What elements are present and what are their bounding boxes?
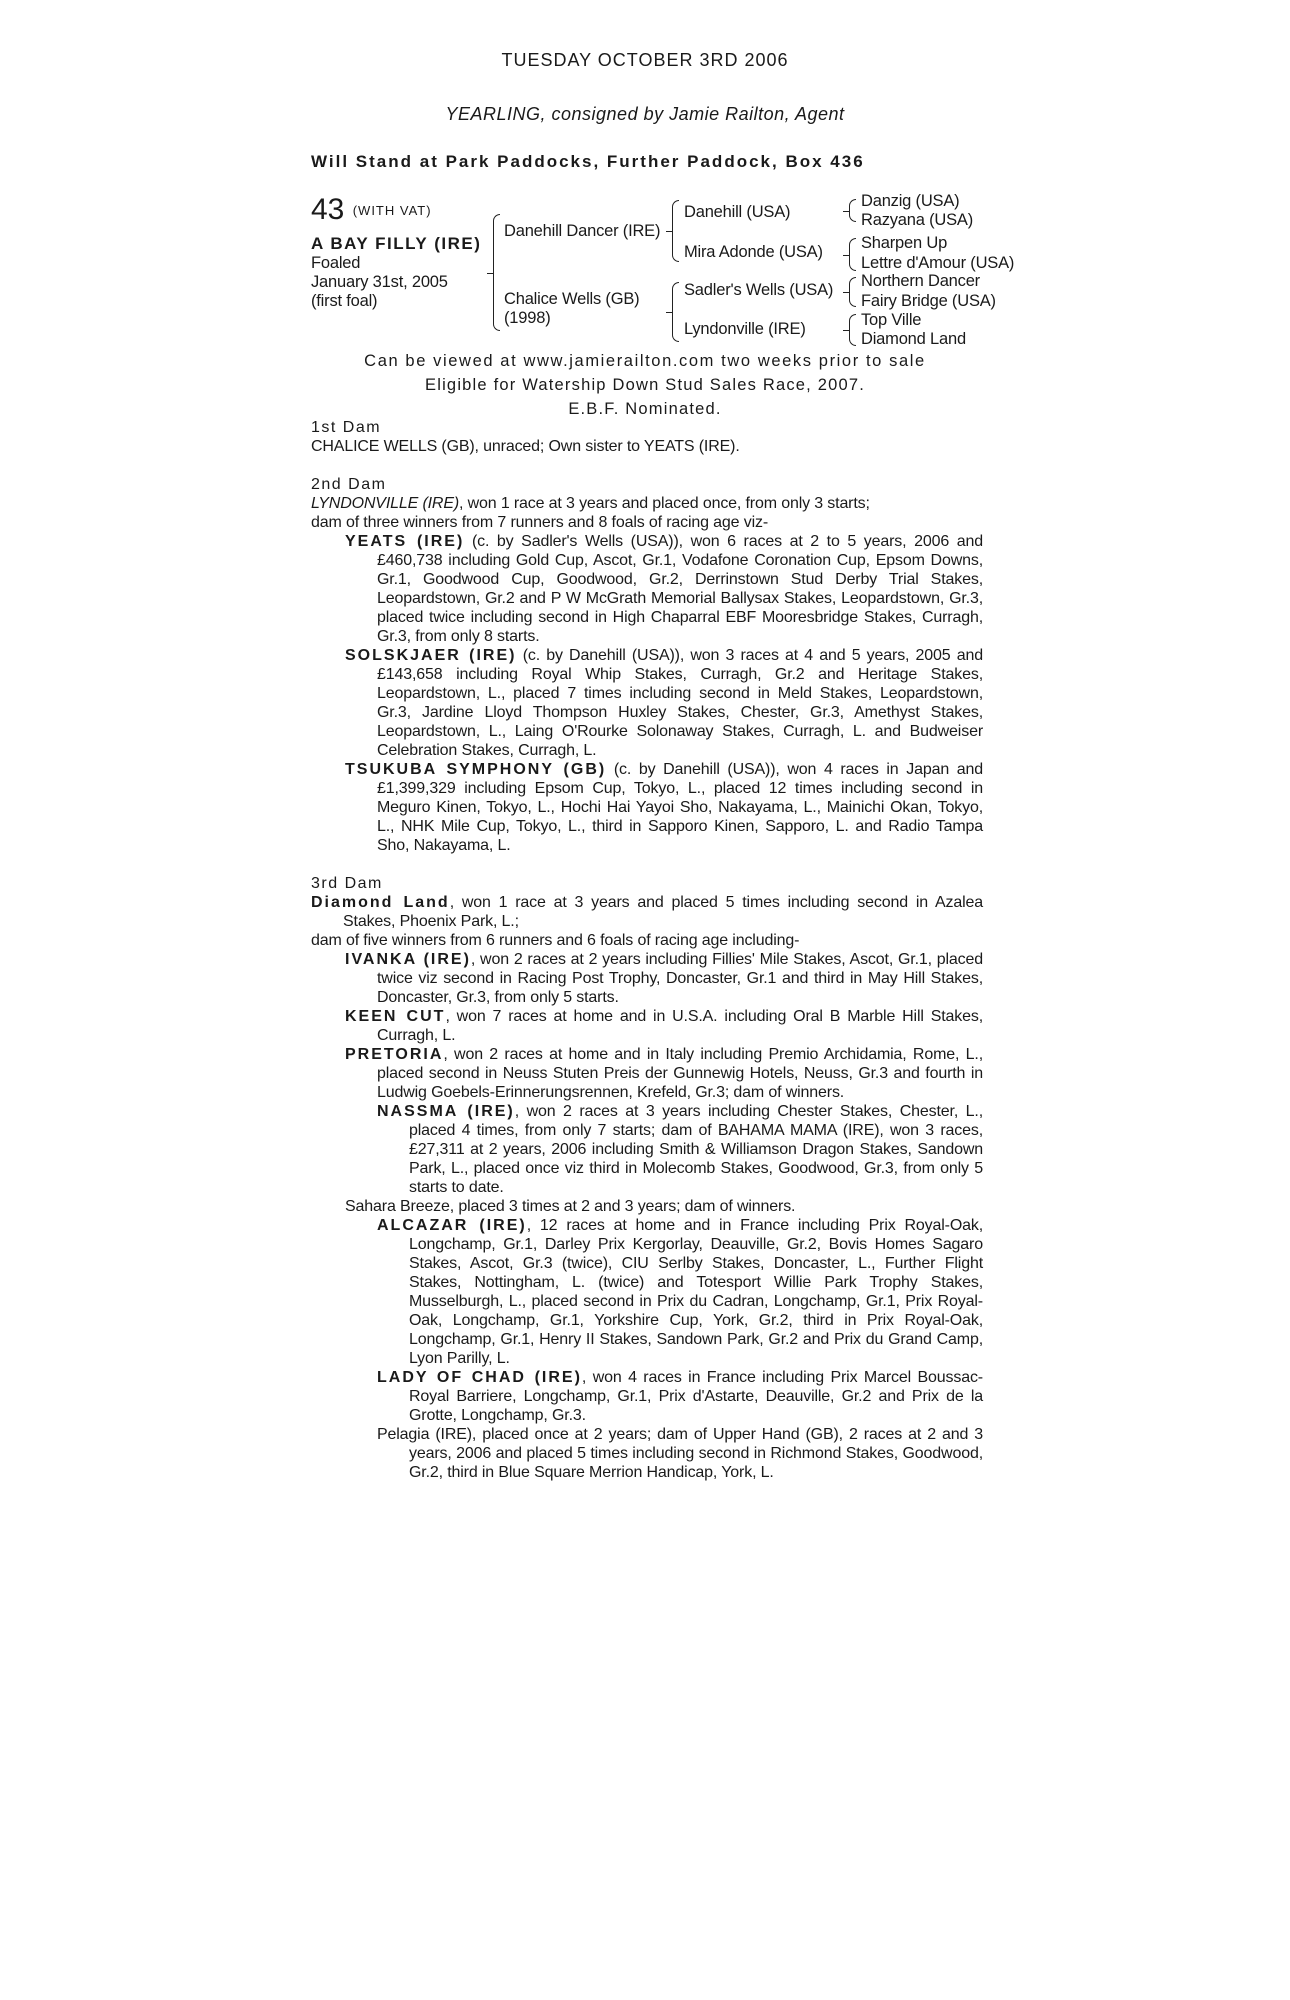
pedigree-sss: Danzig (USA) [861,192,960,210]
pedigree-sire: Danehill Dancer (IRE) [504,222,661,240]
progeny-alcazar: ALCAZAR (IRE), 12 races at home and in France including Prix Royal-Oak, Longchamp, Gr.1, Darley Prix Kergorlay, Deauville, Gr.2, Bovis Homes Sagaro Stakes, Ascot, Gr.3 (twice), CIU Serlby Stakes, Doncaster, L., Further Flight Stakes, Nottingham, L. (twice) and Totesport Willie Park Trophy Stakes, Musselburgh, L., placed second in Prix du Cadran, Longchamp, Gr.1, Prix Royal-Oak, Longchamp, Gr.1, Yorkshire Cup, York, Gr.2, third in Prix Royal-Oak, Longchamp, Gr.1, Henry II Stakes, Sandown Park, Gr.2 and Prix du Grand Camp, Lyon Parilly, L. [377,1217,984,1367]
pedigree-sire-dam: Mira Adonde (USA) [684,243,823,261]
third-dam-heading: 3rd Dam [311,875,383,892]
progeny-keen-cut: KEEN CUT, won 7 races at home and in U.S.A. including Oral B Marble Hill Stakes, Curragh, L. [345,1008,984,1044]
pedigree-brace-ss [849,199,856,222]
pedigree-sds: Sharpen Up [861,234,948,252]
pedigree-dsd: Fairy Bridge (USA) [861,292,996,310]
third-dam-name: Diamond Land [311,894,450,911]
pedigree-ssd: Razyana (USA) [861,211,974,229]
first-dam-text: CHALICE WELLS (GB), unraced; Own sister to YEATS (IRE). [311,438,740,455]
lot-name: A BAY FILLY (IRE) [311,234,482,253]
pedigree-brace-sire [672,200,679,262]
third-dam-dam-of: dam of five winners from 6 runners and 6 foals of racing age including- [311,932,800,949]
pedigree-brace-dd [849,314,856,346]
pedigree-sire-sire: Danehill (USA) [684,203,791,221]
pedigree-brace-ds [849,277,856,307]
progeny-sahara-breeze: Sahara Breeze, placed 3 times at 2 and 3 years; dam of winners. [345,1198,796,1215]
pedigree-brace-main [493,214,500,331]
viewing-notice: Can be viewed at www.jamierailton.com two weeks prior to sale [364,352,926,370]
consignment-line: YEARLING, consigned by Jamie Railton, Agent [445,104,845,124]
pedigree-dam: Chalice Wells (GB) [504,290,640,308]
pedigree-sdd: Lettre d'Amour (USA) [861,254,1015,272]
second-dam-name: LYNDONVILLE (IRE) [311,495,460,512]
progeny-tsukuba-symphony: TSUKUBA SYMPHONY (GB) (c. by Danehill (USA)), won 4 races in Japan and £1,399,329 including Epsom Cup, Tokyo, L., placed 12 times including second in Meguro Kinen, Tokyo, L., Hochi Hai Yayoi Sho, Nakayama, L., Mainichi Okan, Tokyo, L., NHK Mile Cup, Tokyo, L., third in Sapporo Kinen, Sapporo, L. and Radio Tampa Sho, Nakayama, L. [345,761,983,854]
pedigree-brace-dam [672,282,679,342]
progeny-pretoria: PRETORIA, won 2 races at home and in Italy including Premio Archidamia, Rome, L., placed second in Neuss Stuten Preis der Gunnewig Hotels, Neuss, Gr.3 and fourth in Ludwig Goebels-Erinnerungsrennen, Krefeld, Gr.3; dam of winners. [345,1046,983,1101]
progeny-solskjaer: SOLSKJAER (IRE) (c. by Danehill (USA)), won 3 races at 4 and 5 years, 2005 and £143,658 including Royal Whip Stakes, Curragh, Gr.2 and Heritage Stakes, Leopardstown, L., placed 7 times including second in Meld Stakes, Leopardstown, Gr.3, Jardine Lloyd Thompson Huxley Stakes, Chester, Gr.3, Amethyst Stakes, Leopardstown, L., Laing O'Rourke Solonaway Stakes, Curragh, L. and Budweiser Celebration Stakes, Curragh, L. [345,647,984,759]
pedigree-brace-sd [849,238,856,271]
progeny-lady-of-chad: LADY OF CHAD (IRE), won 4 races in France including Prix Marcel Boussac-Royal Barriere, Longchamp, Gr.1, Prix d'Astarte, Deauville, Gr.2 and Prix de la Grotte, Longchamp, Gr.3. [377,1369,983,1424]
pedigree-dss: Northern Dancer [861,272,980,290]
pedigree-dam-dam: Lyndonville (IRE) [684,320,806,338]
foal-note: (first foal) [311,292,378,310]
ebf-notice: E.B.F. Nominated. [568,400,722,418]
second-dam-dam-of: dam of three winners from 7 runners and 8 foals of racing age viz- [311,514,768,531]
sale-date: TUESDAY OCTOBER 3RD 2006 [501,50,789,70]
pedigree-dam-year: (1998) [504,309,551,327]
third-dam-intro: Diamond Land, won 1 race at 3 years and placed 5 times including second in Azalea Stakes, Phoenix Park, L.; [311,894,983,930]
progeny-pelagia: Pelagia (IRE), placed once at 2 years; dam of Upper Hand (GB), 2 races at 2 and 3 years, 2006 and placed 5 times including second in Richmond Stakes, Goodwood, Gr.2, third in Blue Square Merrion Handicap, York, L. [377,1426,983,1481]
second-dam-intro: LYNDONVILLE (IRE), won 1 race at 3 years and placed once, from only 3 starts; [311,495,870,512]
pedigree-dam-sire: Sadler's Wells (USA) [684,281,834,299]
lot-number: 43 [311,193,345,226]
first-dam-heading: 1st Dam [311,419,382,436]
eligibility-notice: Eligible for Watership Down Stud Sales Race, 2007. [425,376,865,394]
foaled-label: Foaled [311,254,361,272]
progeny-yeats: YEATS (IRE) (c. by Sadler's Wells (USA)), won 6 races at 2 to 5 years, 2006 and £460,738 including Gold Cup, Ascot, Gr.1, Vodafone Coronation Cup, Epsom Downs, Gr.1, Goodwood Cup, Goodwood, Gr.2, Derrinstown Stud Derby Trial Stakes, Leopardstown, Gr.2 and P W McGrath Memorial Ballysax Stakes, Leopardstown, Gr.3, placed twice including second in High Chaparral EBF Mooresbridge Stakes, Curragh, Gr.3, from only 8 starts. [345,533,983,645]
progeny-ivanka: IVANKA (IRE), won 2 races at 2 years including Fillies' Mile Stakes, Ascot, Gr.1, placed twice viz second in Racing Post Trophy, Doncaster, Gr.1 and third in May Hill Stakes, Doncaster, Gr.3, from only 5 starts. [345,951,984,1006]
foaled-date: January 31st, 2005 [311,273,448,291]
pedigree-body [311,418,983,1482]
vat-note: (WITH VAT) [352,203,432,218]
pedigree-dds: Top Ville [861,311,922,329]
stand-location: Will Stand at Park Paddocks, Further Paddock, Box 436 [311,152,865,171]
lot-number-row [311,194,432,227]
pedigree-ddd: Diamond Land [861,330,966,348]
progeny-nassma: NASSMA (IRE), won 2 races at 3 years including Chester Stakes, Chester, L., placed 4 times, from only 7 starts; dam of BAHAMA MAMA (IRE), won 3 races, £27,311 at 2 years, 2006 including Smith & Williamson Dragon Stakes, Sandown Park, L., placed once viz third in Molecomb Stakes, Goodwood, Gr.3, from only 5 starts to date. [377,1103,983,1196]
second-dam-heading: 2nd Dam [311,476,387,493]
